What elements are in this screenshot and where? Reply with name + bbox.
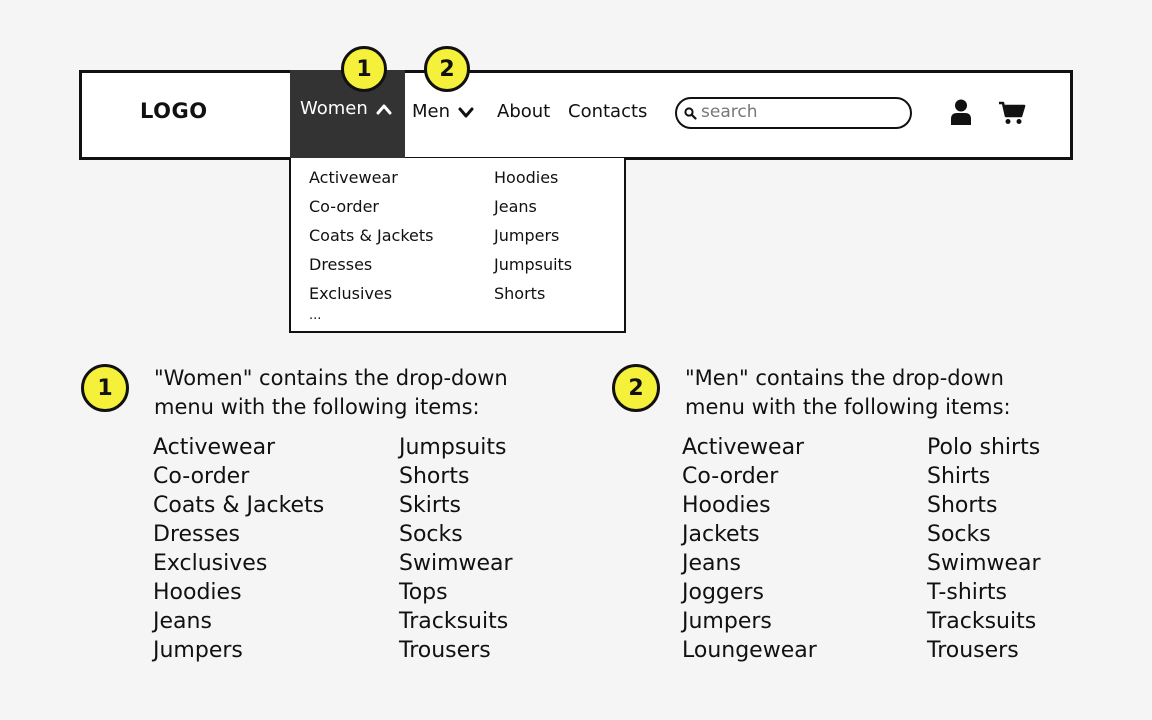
dropdown-item[interactable]: Jumpsuits <box>494 255 573 274</box>
dropdown-item[interactable]: Exclusives <box>309 284 393 303</box>
list-item: Tops <box>399 580 448 605</box>
list-item: Jeans <box>153 609 212 634</box>
list-item: Activewear <box>153 435 276 460</box>
list-item: Jumpers <box>153 638 243 663</box>
chevron-down-icon <box>458 106 474 118</box>
annotation-badge-2: 2 <box>424 46 470 92</box>
list-item: Hoodies <box>682 493 771 518</box>
list-item: Activewear <box>682 435 805 460</box>
list-item: Jeans <box>682 551 741 576</box>
dropdown-item[interactable]: Jeans <box>494 197 537 216</box>
note-text-women: "Women" contains the drop-down menu with the following items: <box>154 366 508 419</box>
search-box[interactable] <box>675 97 912 129</box>
dropdown-item[interactable]: Hoodies <box>494 168 559 187</box>
nav-item-men[interactable] <box>412 101 474 122</box>
list-item: Shorts <box>399 464 470 489</box>
men-items-column-1 <box>682 433 817 665</box>
dropdown-item[interactable]: Dresses <box>309 255 373 274</box>
list-item: Socks <box>927 522 991 547</box>
men-items-column-2 <box>927 433 1041 665</box>
nav-item-men-label: Men <box>412 101 451 122</box>
list-item: Trousers <box>399 638 491 663</box>
list-item: Exclusives <box>153 551 268 576</box>
list-item: Jumpers <box>682 609 772 634</box>
list-item: T-shirts <box>927 580 1008 605</box>
navbar <box>79 70 1073 160</box>
nav-item-women-label: Women <box>300 98 392 119</box>
list-item: Co-order <box>153 464 250 489</box>
chevron-up-icon <box>376 103 392 115</box>
list-item: Dresses <box>153 522 240 547</box>
list-item: Shirts <box>927 464 991 489</box>
list-item: Socks <box>399 522 463 547</box>
list-item: Loungewear <box>682 638 817 663</box>
dropdown-more-ellipsis: ... <box>309 308 322 323</box>
dropdown-column-2 <box>494 163 572 308</box>
list-item: Swimwear <box>399 551 513 576</box>
cart-icon[interactable] <box>998 100 1026 126</box>
list-item: Trousers <box>927 638 1019 663</box>
user-icon[interactable] <box>950 99 972 125</box>
search-input[interactable] <box>701 102 901 122</box>
nav-item-about[interactable]: About <box>497 101 551 122</box>
list-item: Shorts <box>927 493 998 518</box>
dropdown-item[interactable]: Activewear <box>309 168 398 187</box>
list-item: Tracksuits <box>399 609 509 634</box>
list-item: Skirts <box>399 493 461 518</box>
annotation-badge-1: 1 <box>341 46 387 92</box>
list-item: Polo shirts <box>927 435 1041 460</box>
list-item: Coats & Jackets <box>153 493 325 518</box>
list-item: Tracksuits <box>927 609 1037 634</box>
list-item: Jackets <box>682 522 760 547</box>
dropdown-item[interactable]: Coats & Jackets <box>309 226 434 245</box>
dropdown-item[interactable]: Jumpers <box>494 226 560 245</box>
note-badge-men: 2 <box>612 364 660 412</box>
list-item: Co-order <box>682 464 779 489</box>
dropdown-item[interactable]: Co-order <box>309 197 379 216</box>
list-item: Joggers <box>682 580 764 605</box>
dropdown-column-1 <box>309 163 434 308</box>
women-items-column-2 <box>399 433 513 665</box>
note-badge-women: 1 <box>81 364 129 412</box>
note-text-men: "Men" contains the drop-down menu with the following items: <box>685 366 1011 419</box>
dropdown-item[interactable]: Shorts <box>494 284 546 303</box>
list-item: Swimwear <box>927 551 1041 576</box>
nav-item-contacts[interactable]: Contacts <box>568 101 648 122</box>
list-item: Hoodies <box>153 580 242 605</box>
list-item: Jumpsuits <box>399 435 507 460</box>
search-icon <box>684 107 697 120</box>
women-dropdown-menu <box>289 158 626 333</box>
logo[interactable]: LOGO <box>140 99 208 123</box>
women-items-column-1 <box>153 433 324 665</box>
